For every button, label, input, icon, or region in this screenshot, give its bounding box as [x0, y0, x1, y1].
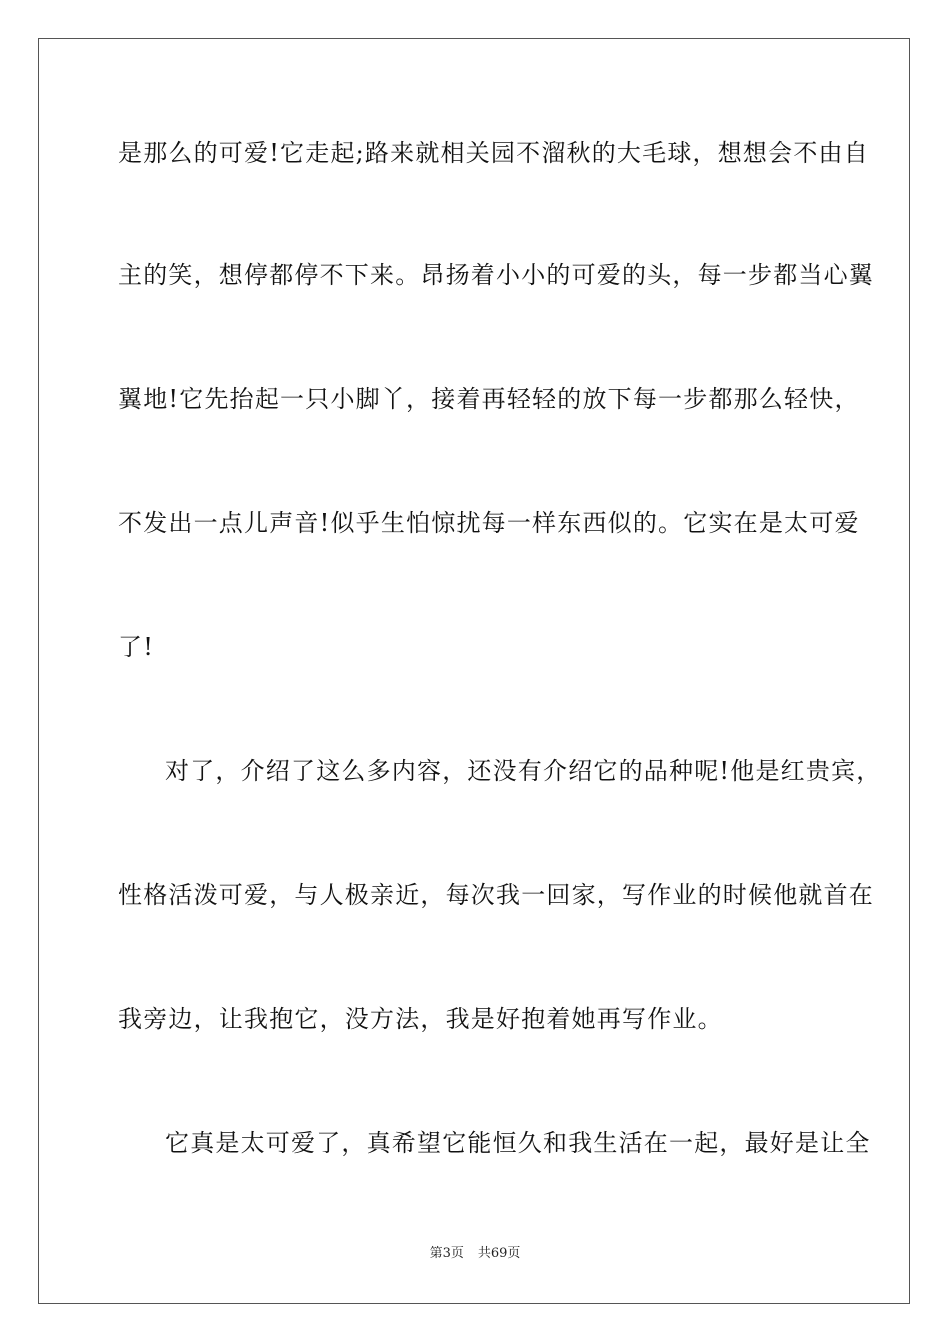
paragraph-2-line-3: 我旁边，让我抱它，没方法，我是好抱着她再写作业。	[118, 1005, 723, 1033]
page-total: 共69页	[477, 1246, 521, 1261]
text-line-5: 了!	[118, 633, 155, 661]
paragraph-2-line-2: 性格活泼可爱，与人极亲近，每次我一回家，写作业的时候他就首在	[118, 881, 874, 909]
page-footer	[0, 1246, 950, 1262]
text-line-2: 主的笑，想停都停不下来。昂扬着小小的可爱的头，每一步都当心翼	[118, 261, 874, 289]
paragraph-2-line-1: 对了，介绍了这么多内容，还没有介绍它的品种呢!他是红贵宾，	[165, 757, 882, 785]
text-line-4: 不发出一点儿声音!似乎生怕惊扰每一样东西似的。它实在是太可爱	[118, 509, 860, 537]
page-border	[38, 38, 910, 1304]
page-number: 第3页	[429, 1246, 464, 1261]
text-line-1: 是那么的可爱!它走起;路来就相关园不溜秋的大毛球，想想会不由自	[118, 139, 869, 167]
text-line-3: 翼地!它先抬起一只小脚丫，接着再轻轻的放下每一步都那么轻快，	[118, 385, 860, 413]
paragraph-3-line-1: 它真是太可爱了，真希望它能恒久和我生活在一起，最好是让全	[165, 1129, 871, 1157]
